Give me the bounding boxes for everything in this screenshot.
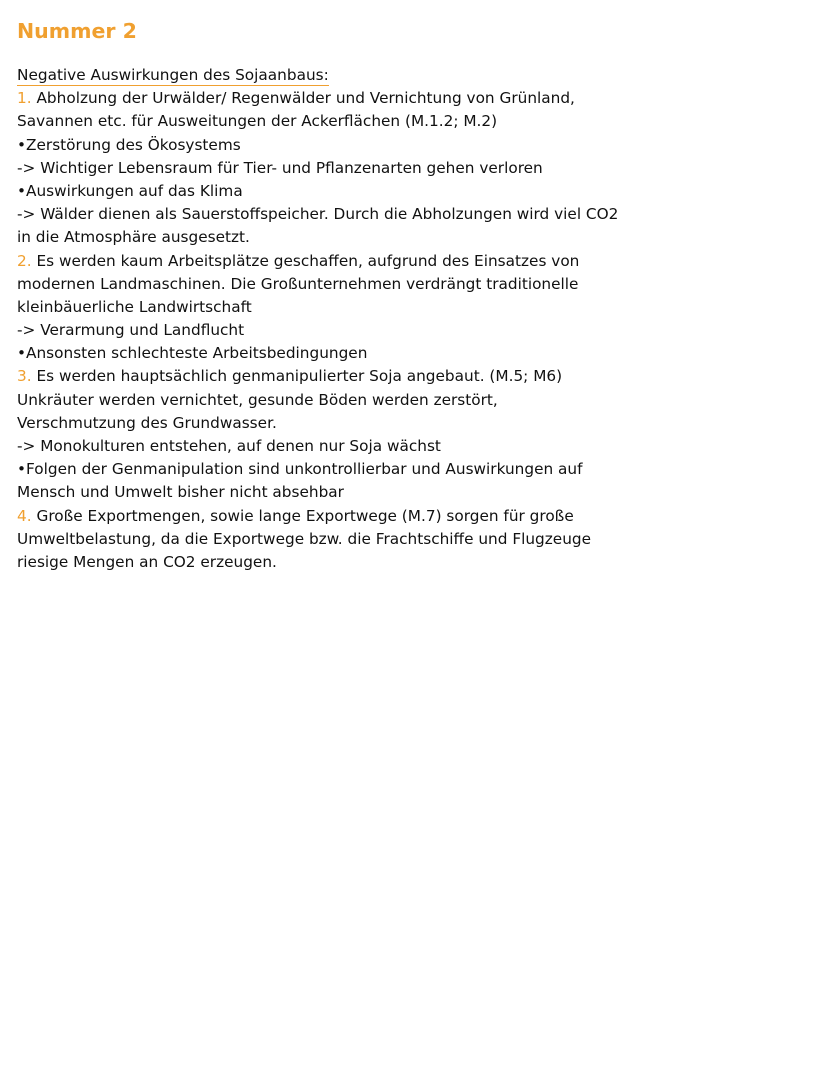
line-text: riesige Mengen an CO2 erzeugen.: [17, 552, 277, 571]
list-number: 1.: [17, 89, 32, 108]
text-line: [17, 134, 818, 157]
line-text: -> Verarmung und Landflucht: [17, 321, 245, 340]
text-line: [17, 110, 818, 133]
text-line: [17, 551, 818, 574]
line-text: •Auswirkungen auf das Klima: [17, 181, 243, 200]
text-line: [17, 226, 818, 249]
text-line: [17, 365, 818, 388]
line-text: in die Atmosphäre ausgesetzt.: [17, 228, 250, 247]
line-text: modernen Landmaschinen. Die Großunternehmen verdrängt traditionelle: [17, 274, 579, 293]
text-line: [17, 389, 818, 412]
text-line: [17, 481, 818, 504]
text-line: [17, 296, 818, 319]
line-text: Umweltbelastung, da die Exportwege bzw. die Frachtschiffe und Flugzeuge: [17, 529, 592, 548]
text-line: [17, 528, 818, 551]
section-heading: Negative Auswirkungen des Sojaanbaus:: [17, 66, 329, 84]
list-number: 2.: [17, 251, 32, 270]
line-text: Es werden hauptsächlich genmanipulierter Soja angebaut. (M.5; M6): [31, 367, 563, 386]
line-text: -> Monokulturen entstehen, auf denen nur Soja wächst: [17, 437, 441, 455]
line-text: Verschmutzung des Grundwasser.: [17, 413, 277, 432]
document-body: [17, 64, 818, 574]
text-line: [17, 412, 818, 435]
text-line: [17, 273, 818, 296]
line-text: -> Wichtiger Lebensraum für Tier- und Pflanzenarten gehen verloren: [17, 158, 543, 177]
document-title: Nummer 2: [17, 19, 137, 43]
list-number: 4.: [17, 506, 32, 525]
line-text: Abholzung der Urwälder/ Regenwälder und Vernichtung von Grünland,: [31, 89, 575, 108]
text-line: [17, 203, 818, 226]
line-text: kleinbäuerliche Landwirtschaft: [17, 297, 252, 316]
line-text: Es werden kaum Arbeitsplätze geschaffen, aufgrund des Einsatzes von: [31, 251, 580, 270]
text-line: [17, 87, 818, 110]
line-text: Unkräuter werden vernichtet, gesunde Böden werden zerstört,: [17, 390, 498, 409]
line-text: -> Wälder dienen als Sauerstoffspeicher. Durch die Abholzungen wird viel CO2: [17, 205, 619, 224]
text-line: [17, 458, 818, 481]
line-text: Große Exportmengen, sowie lange Exportwege (M.7) sorgen für große: [31, 506, 574, 525]
line-text: •Ansonsten schlechteste Arbeitsbedingungen: [17, 344, 368, 363]
text-line: [17, 157, 818, 180]
text-line: [17, 505, 818, 528]
text-line: [17, 342, 818, 365]
text-line: [17, 180, 818, 203]
section-heading-line: [17, 64, 818, 87]
text-line: [17, 250, 818, 273]
line-text: Savannen etc. für Ausweitungen der Ackerflächen (M.1.2; M.2): [17, 112, 498, 131]
line-text: •Zerstörung des Ökosystems: [17, 135, 241, 154]
line-text: •Folgen der Genmanipulation sind unkontrollierbar und Auswirkungen auf: [17, 460, 583, 479]
list-number: 3.: [17, 367, 32, 386]
line-text: Mensch und Umwelt bisher nicht absehbar: [17, 483, 344, 502]
text-line: [17, 319, 818, 342]
text-line: [17, 435, 818, 458]
